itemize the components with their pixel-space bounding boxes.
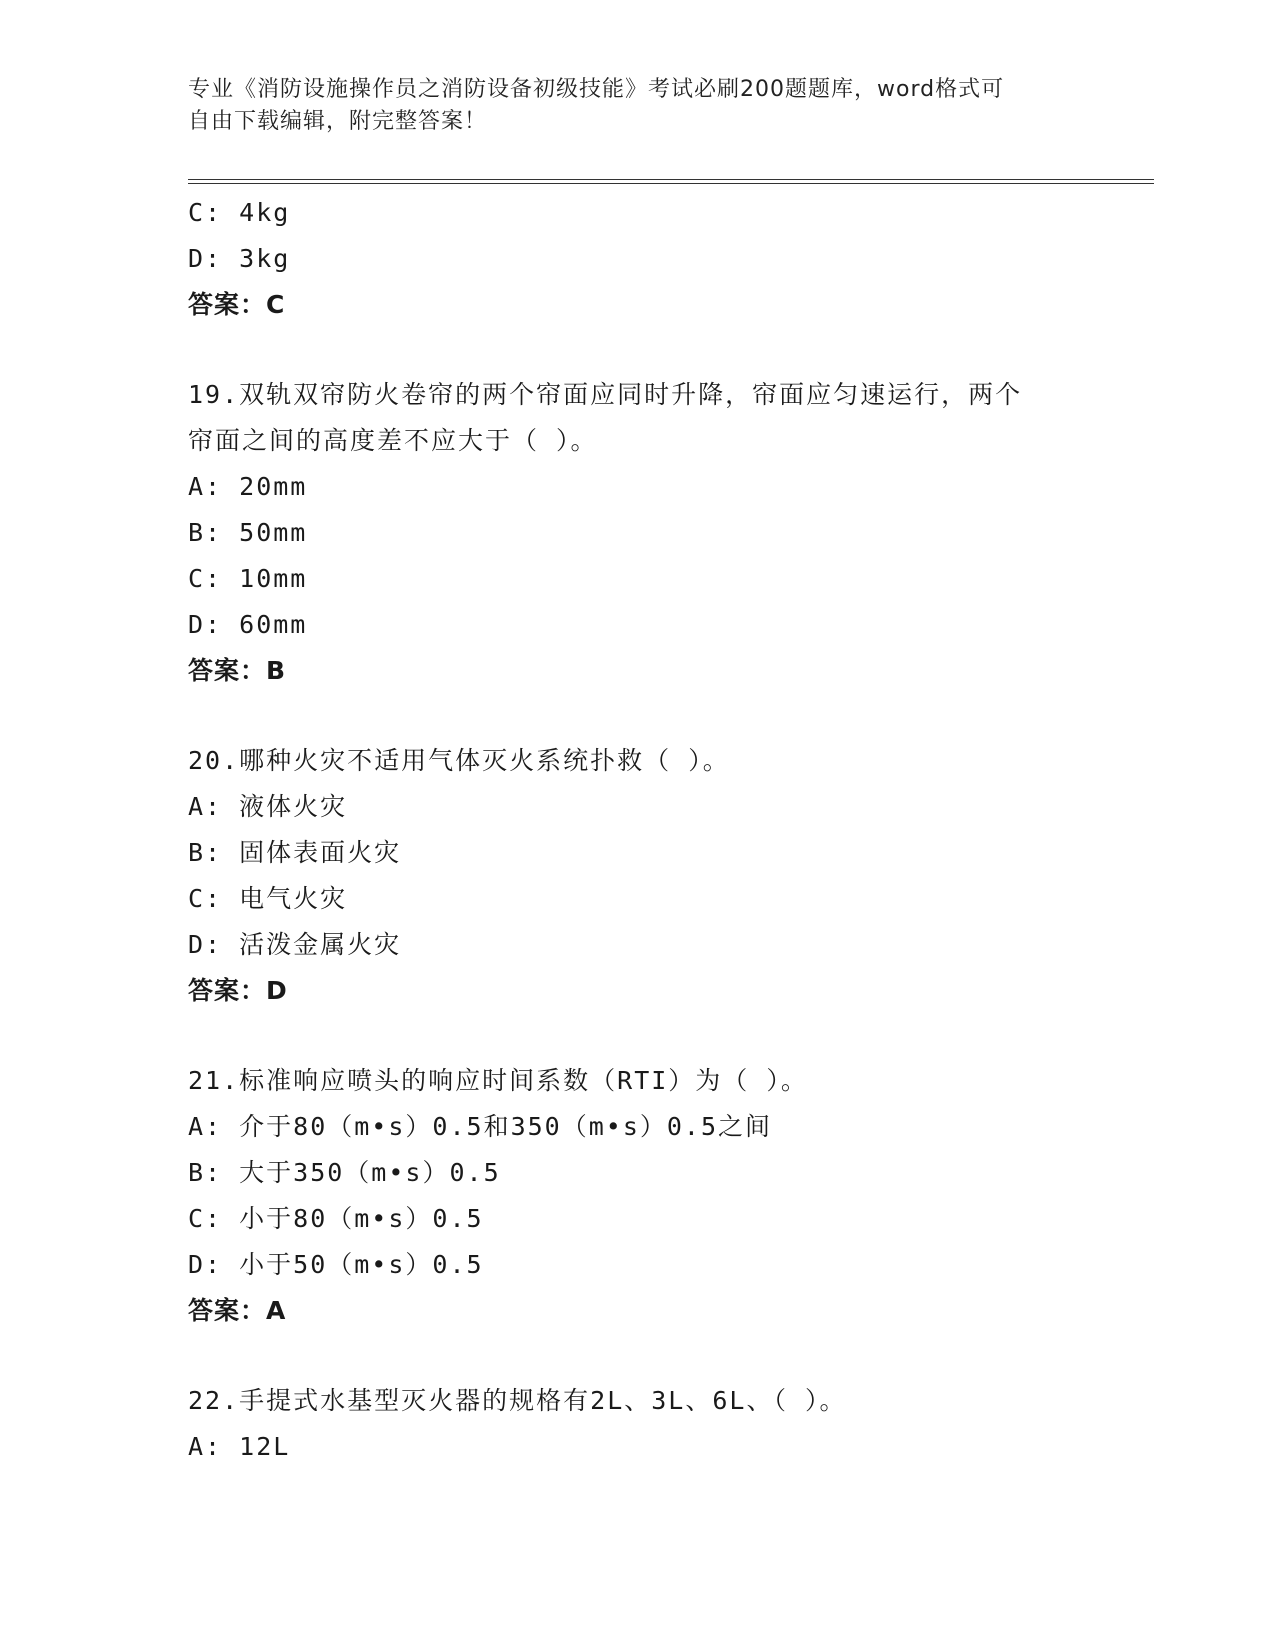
q20-option-b: B: 固体表面火灾 (188, 838, 402, 867)
q20-stem-line-1: 20.哪种火灾不适用气体灭火系统扑救（ ）。 (188, 746, 730, 775)
q19-option-d: D: 60mm (188, 610, 308, 639)
q19-stem-line-2: 帘面之间的高度差不应大于（ ）。 (188, 426, 598, 455)
header-line-1: 专业《消防设施操作员之消防设备初级技能》考试必刷200题题库，word格式可 (188, 77, 1005, 102)
question-list (188, 190, 1148, 1470)
q20-option-c: C: 电气火灾 (188, 884, 348, 913)
spacer (188, 1334, 1148, 1378)
q21-stem-line-1: 21.标准响应喷头的响应时间系数（RTI）为（ ）。 (188, 1066, 808, 1095)
q21-option-d: D: 小于50（m•s）0.5 (188, 1250, 484, 1279)
q21-option-a: A: 介于80（m•s）0.5和350（m•s）0.5之间 (188, 1112, 773, 1141)
q19-answer: 答案：B (188, 656, 287, 685)
q22-stem-line-1: 22.手提式水基型灭火器的规格有2L、3L、6L、（ ）。 (188, 1386, 847, 1415)
header-divider-top (188, 179, 1154, 180)
q20-option-d: D: 活泼金属火灾 (188, 930, 402, 959)
q19-option-b: B: 50mm (188, 518, 308, 547)
header-line-2: 自由下载编辑，附完整答案！ (188, 109, 488, 134)
spacer (188, 328, 1148, 372)
prev-answer: 答案：C (188, 290, 286, 319)
q21-answer: 答案：A (188, 1296, 287, 1325)
q20-option-a: A: 液体火灾 (188, 792, 348, 821)
spacer (188, 694, 1148, 738)
spacer (188, 1014, 1148, 1058)
q21-option-c: C: 小于80（m•s）0.5 (188, 1204, 484, 1233)
prev-option-c: C: 4kg (188, 198, 291, 227)
header-divider-bottom (188, 183, 1154, 184)
page-header (188, 74, 1068, 138)
prev-option-d: D: 3kg (188, 244, 291, 273)
q20-answer: 答案：D (188, 976, 288, 1005)
q19-option-a: A: 20mm (188, 472, 308, 501)
q22-option-a: A: 12L (188, 1432, 291, 1461)
q21-option-b: B: 大于350（m•s）0.5 (188, 1158, 501, 1187)
q19-stem-line-1: 19.双轨双帘防火卷帘的两个帘面应同时升降，帘面应匀速运行，两个 (188, 380, 1023, 409)
q19-option-c: C: 10mm (188, 564, 308, 593)
